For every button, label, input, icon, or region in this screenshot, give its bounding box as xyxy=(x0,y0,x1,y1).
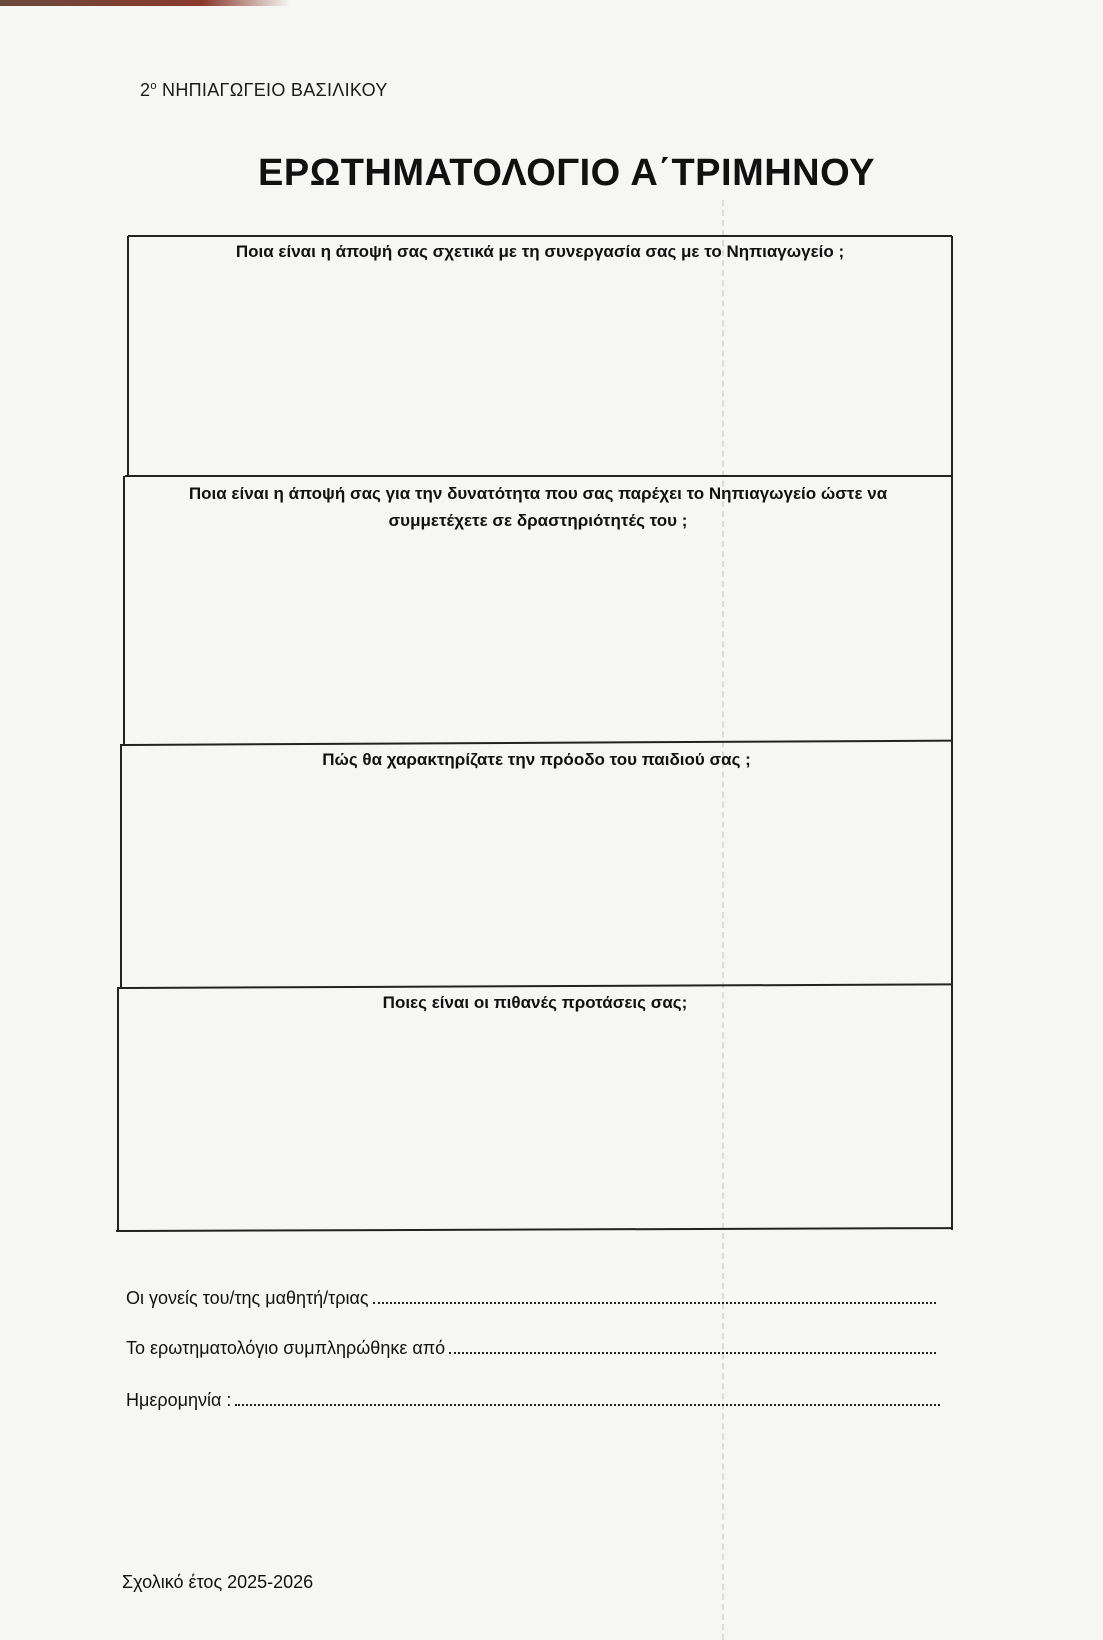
school-name: $2^o$ ΝΗΠΙΑΓΩΓΕΙΟ ΒΑΣΙΛΙΚΟΥ xyxy=(140,80,388,100)
question-section-1 xyxy=(127,236,953,476)
school-year: Σχολικό έτος 2025-2026 xyxy=(122,1572,314,1592)
question-3: Πώς θα χαρακτηρίζατε την πρόοδο του παιδιού σας ; xyxy=(322,750,751,769)
date-dotted-line[interactable] xyxy=(235,1403,940,1406)
date-label: Ημερομηνία : xyxy=(126,1390,232,1410)
parents-dotted-line[interactable] xyxy=(373,1301,936,1304)
parents-signature-row[interactable] xyxy=(126,1288,936,1309)
answer-area-1[interactable] xyxy=(129,270,951,470)
question-2-line-1: Ποια είναι η άποψή σας για την δυνατότητα που σας παρέχει το Νηπιαγωγείο ώστε να xyxy=(188,484,888,503)
answer-area-4[interactable] xyxy=(119,1021,951,1225)
filled-by-row[interactable] xyxy=(126,1338,936,1359)
scan-edge-shadow xyxy=(0,0,290,6)
filled-by-label: Το ερωτηματολόγιο συμπληρώθηκε από xyxy=(126,1338,446,1358)
answer-area-2[interactable] xyxy=(125,540,951,738)
question-1: Ποια είναι η άποψή σας σχετικά με τη συνεργασία σας με το Νηπιαγωγείο ; xyxy=(235,242,845,261)
question-section-3 xyxy=(120,744,953,987)
filled-by-dotted-line[interactable] xyxy=(449,1351,936,1354)
document-title: ΕΡΩΤΗΜΑΤΟΛΟΓΙΟ Α΄ΤΡΙΜΗΝΟΥ xyxy=(258,152,875,194)
question-section-2 xyxy=(123,476,953,744)
question-4: Ποιες είναι οι πιθανές προτάσεις σας; xyxy=(382,993,688,1012)
parents-label: Οι γονείς του/της μαθητή/τριας xyxy=(126,1288,369,1308)
date-row[interactable] xyxy=(126,1390,940,1411)
question-2-line-2: συμμετέχετε σε δραστηριότητές του ; xyxy=(388,511,688,530)
answer-area-3[interactable] xyxy=(122,778,951,982)
question-2 xyxy=(125,480,951,534)
question-section-4 xyxy=(117,987,953,1230)
